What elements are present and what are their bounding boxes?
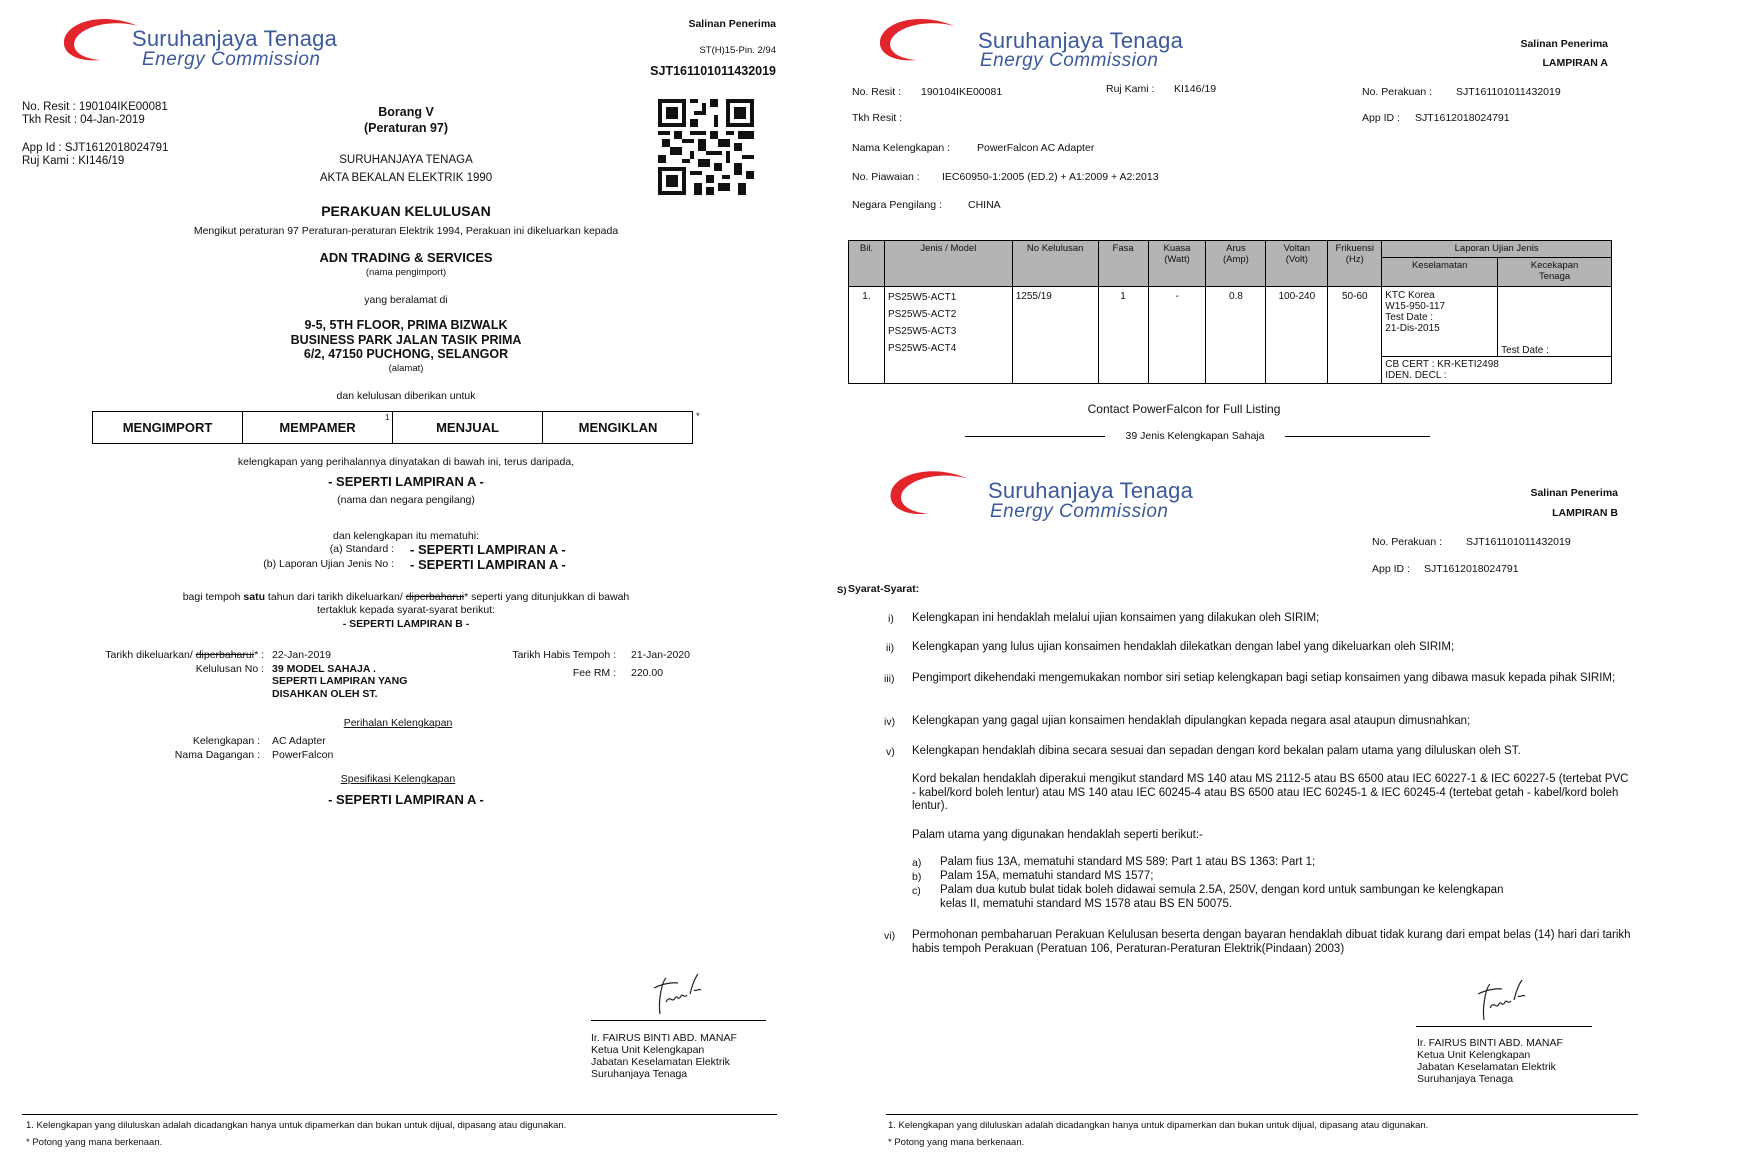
logo-swoosh-icon (886, 466, 970, 520)
power-l1: Kuasa (1163, 243, 1191, 254)
signature-icon (1472, 974, 1534, 1030)
plug-text: Palam fius 13A, mematuhi standard MS 589: Part 1 atau BS 1363: Part 1; (940, 856, 1316, 868)
receipt-number: No. Resit : 190104IKE00081 (22, 101, 168, 113)
standard-label: (a) Standard : (329, 543, 394, 555)
approval-line-1: 39 MODEL SAHAJA . (272, 663, 376, 675)
address-line-3: 6/2, 47150 PUCHONG, SELANGOR (303, 347, 509, 361)
signatory-title: Ketua Unit Kelengkapan (591, 1044, 705, 1056)
current-l1: Arus (1226, 243, 1246, 254)
plug-text: Palam 15A, mematuhi standard MS 1577; (940, 870, 1154, 882)
test-report-label: (b) Laporan Ujian Jenis No : (263, 558, 394, 570)
cell-frequency: 50-60 (1328, 287, 1382, 384)
form-title: Borang V (378, 105, 434, 119)
country-value: CHINA (968, 199, 1001, 211)
signatory-name: Ir. FAIRUS BINTI ABD. MANAF (591, 1032, 737, 1044)
model-item: PS25W5-ACT3 (887, 326, 957, 337)
model-item: PS25W5-ACT2 (887, 309, 957, 320)
validity-duration: satu (243, 591, 266, 603)
energy-commission-logo (876, 14, 1184, 74)
current-l2: (Amp) (1222, 254, 1249, 265)
table-row (849, 287, 1612, 357)
plug-intro: Palam utama yang digunakan hendaklah seperti berikut:- (912, 829, 1203, 841)
annex-label: LAMPIRAN B (1552, 507, 1618, 519)
approval-table (848, 240, 1612, 384)
receipt-date-label: Tkh Resit : (852, 112, 903, 124)
voltage-l1: Voltan (1283, 243, 1311, 254)
manufacturer-note: (nama dan negara pengilang) (337, 494, 475, 506)
column-header-current (1206, 241, 1266, 287)
agency-name: SURUHANJAYA TENAGA (339, 154, 473, 166)
issue-label-a: Tarikh dikeluarkan/ (105, 649, 196, 661)
compliance-intro: dan kelengkapan itu mematuhi: (333, 530, 479, 542)
copy-label: Salinan Penerima (1520, 38, 1608, 50)
act-name: AKTA BEKALAN ELEKTRIK 1990 (319, 172, 493, 184)
permit-advertise: MENGIKLAN (578, 420, 658, 435)
validity-condition: tertakluk kepada syarat-syarat berikut: (317, 604, 495, 616)
renewal-condition: Permohonan pembaharuan Perakuan Kelulusan beserta dengan bayaran hendaklah dibuat tidak kurang dari empat belas (14) hari dari tarikh habis tempoh Perakuan (Peratuan 106, Peraturan-Peraturan Elektrik(Pindaan) 2003) (912, 929, 1631, 955)
app-id-label: App ID : (1372, 563, 1410, 575)
column-header-frequency (1328, 241, 1382, 287)
receipt-date: Tkh Resit : 04-Jan-2019 (22, 114, 145, 126)
equipment-count-note: 39 Jenis Kelengkapan Sahaja (1125, 430, 1265, 442)
efficiency-l1: Kecekapan (1530, 260, 1579, 272)
app-id-value: SJT1612018024791 (1424, 563, 1519, 575)
efficiency-l2: Tenaga (1538, 271, 1571, 283)
frequency-l1: Frikuensi (1335, 243, 1375, 254)
address-line-2: BUSINESS PARK JALAN TASIK PRIMA (290, 333, 522, 347)
column-header-safety: Keselamatan (1382, 258, 1498, 287)
trade-name-value: PowerFalcon (272, 749, 334, 761)
reference-value: KI146/19 (1174, 83, 1217, 95)
approval-intro: dan kelulusan diberikan untuk (336, 390, 476, 402)
logo-name-en: Energy Commission (980, 50, 1159, 71)
validity-text-a: bagi tempoh (182, 591, 244, 603)
cell-efficiency: Test Date : (1498, 287, 1612, 357)
safety-line: W15-950-117 (1385, 301, 1446, 312)
safety-line: KTC Korea (1385, 290, 1435, 301)
fee-value: 220.00 (631, 667, 664, 679)
safety-line: Test Date : (1385, 312, 1434, 323)
trade-name-label: Nama Dagangan : (174, 749, 260, 761)
validity-period (56, 591, 756, 603)
specification-heading: Spesifikasi Kelengkapan (340, 773, 456, 785)
cell-models (884, 287, 1012, 384)
equipment-value: AC Adapter (272, 735, 326, 747)
iden-decl: IDEN. DECL : (1385, 370, 1447, 381)
cell-safety (1382, 287, 1498, 357)
app-id-value: SJT1612018024791 (1415, 112, 1510, 124)
equipment-description-heading: Perihalan Kelengkapan (343, 717, 453, 729)
address-intro: yang beralamat di (364, 294, 448, 306)
approval-number-label: Kelulusan No : (195, 663, 264, 675)
condition-text: Kelengkapan yang lulus ujian konsaimen hendaklah dilekatkan dengan label yang dikeluarkan oleh SIRIM; (912, 641, 1455, 653)
column-header-voltage (1266, 241, 1328, 287)
condition-number: ii) (886, 642, 895, 654)
reference-number: Ruj Kami : KI146/19 (22, 155, 125, 167)
column-header-no: Bil. (849, 241, 885, 287)
company-name: ADN TRADING & SERVICES (319, 250, 493, 265)
footnote-divider (886, 1114, 1638, 1115)
column-header-efficiency (1498, 258, 1612, 287)
logo-name-ms: Suruhanjaya Tenaga (978, 28, 1184, 53)
cell-current: 0.8 (1206, 287, 1266, 384)
cert-number-label: No. Perakuan : (1372, 536, 1443, 548)
energy-commission-logo (886, 466, 1206, 526)
count-rule-left (965, 436, 1105, 437)
permit-superscript: 1 (385, 413, 390, 422)
footnote-2: * Potong yang mana berkenaan. (26, 1137, 163, 1148)
footnote-divider (22, 1114, 777, 1115)
signatory-organisation: Suruhanjaya Tenaga (591, 1068, 688, 1080)
validity-text-c: tahun dari tarikh dikeluarkan/ (265, 591, 406, 603)
company-note: (nama pengimport) (365, 267, 447, 278)
column-header-model: Jenis / Model (884, 241, 1012, 287)
expiry-date-value: 21-Jan-2020 (631, 649, 690, 661)
table-header-row (849, 241, 1612, 258)
permit-exhibit: MEMPAMER (243, 412, 393, 443)
copy-label: Salinan Penerima (1530, 487, 1618, 499)
condition-number: i) (888, 613, 894, 625)
cell-approval: 1255/19 (1012, 287, 1098, 384)
plug-text: Palam dua kutub bulat tidak boleh didawai semula 2.5A, 250V, dengan kord untuk sambungan ke kelengkapan (940, 884, 1504, 896)
voltage-l2: (Volt) (1285, 254, 1308, 265)
equipment-name-label: Nama Kelengkapan : (852, 142, 951, 154)
logo-name-ms: Suruhanjaya Tenaga (988, 478, 1194, 503)
plug-number: a) (912, 857, 922, 869)
issuance-intro: Mengikut peraturan 97 Peraturan-peraturan Elektrik 1994, Perakuan ini dikeluarkan kepada (193, 225, 619, 237)
country-label: Negara Pengilang : (852, 199, 942, 211)
column-header-report: Laporan Ujian Jenis (1382, 241, 1612, 258)
permit-asterisk: * (696, 411, 700, 422)
column-header-phase: Fasa (1098, 241, 1148, 287)
energy-commission-logo (60, 14, 360, 74)
stray-mark: S) (837, 585, 847, 596)
cell-voltage: 100-240 (1266, 287, 1328, 384)
copy-label: Salinan Penerima (688, 18, 776, 30)
fee-label: Fee RM : (572, 667, 616, 679)
signature-line (591, 1020, 766, 1021)
condition-number: vi) (884, 930, 896, 942)
frequency-l2: (Hz) (1345, 254, 1364, 265)
issue-date-value: 22-Jan-2019 (272, 649, 331, 661)
condition-number: v) (886, 746, 895, 758)
reference-label: Ruj Kami : (1106, 83, 1155, 95)
issue-date-label (105, 649, 264, 661)
power-l2: (Watt) (1164, 254, 1190, 265)
condition-text: Pengimport dikehendaki mengemukakan nombor siri setiap kelengkapan bagi setiap konsaimen yang dibawa masuk kepada pihak SIRIM; (912, 672, 1616, 684)
validity-renewed: diperbaharui (405, 591, 465, 603)
signature-line (1416, 1026, 1592, 1027)
annex-b-reference: - SEPERTI LAMPIRAN B - (342, 618, 470, 630)
logo-swoosh-icon (60, 14, 140, 66)
address-note: (alamat) (388, 363, 424, 374)
expiry-date-label: Tarikh Habis Tempoh : (512, 649, 616, 661)
issue-label-b: diperbaharui (195, 649, 255, 661)
cell-cb-cert (1382, 357, 1612, 384)
plug-text-continuation: kelas II, mematuhi standard MS 1578 atau BS EN 50075. (940, 898, 1233, 910)
test-report-value: - SEPERTI LAMPIRAN A - (410, 557, 566, 572)
signatory-department: Jabatan Keselamatan Elektrik (1417, 1061, 1556, 1073)
model-item: PS25W5-ACT4 (887, 343, 957, 354)
standard-label: No. Piawaian : (852, 171, 920, 183)
logo-name-en: Energy Commission (142, 49, 321, 70)
permits-box (92, 411, 693, 444)
footnote-1: 1. Kelengkapan yang diluluskan adalah dicadangkan hanya untuk dipamerkan dan bukan untuk dijual, dipasang atau digunakan. (888, 1120, 1429, 1131)
condition-number: iv) (884, 716, 896, 728)
cert-number-label: No. Perakuan : (1362, 86, 1433, 98)
standard-value: IEC60950-1:2005 (ED.2) + A1:2009 + A2:2013 (942, 171, 1159, 183)
count-rule-right (1285, 436, 1430, 437)
address-line-1: 9-5, 5TH FLOOR, PRIMA BIZWALK (304, 318, 508, 332)
logo-name-ms: Suruhanjaya Tenaga (132, 26, 338, 51)
app-id-label: App ID : (1362, 112, 1400, 124)
permit-import: MENGIMPORT (93, 412, 243, 443)
condition-text: Kelengkapan hendaklah dibina secara sesuai dan sepadan dengan kord bekalan palam utama yang diluluskan oleh ST. (912, 745, 1521, 757)
signatory-title: Ketua Unit Kelengkapan (1417, 1049, 1531, 1061)
certificate-number: SJT161101011432019 (650, 64, 776, 78)
plug-number: b) (912, 871, 922, 883)
annex-label: LAMPIRAN A (1542, 57, 1608, 69)
signature-icon (648, 968, 710, 1024)
footnote-2: * Potong yang mana berkenaan. (888, 1137, 1025, 1148)
validity-text-e: * seperti yang ditunjukkan di bawah (464, 591, 630, 603)
equipment-intro: kelengkapan yang perihalannya dinyatakan di bawah ini, terus daripada, (237, 456, 575, 468)
cord-requirement: Kord bekalan hendaklah diperakui mengikut standard MS 140 atau MS 2112-5 atau BS 6500 atau IEC 60227-1 & IEC 60227-5 (tertebat PVC - kabel/kord boleh lentur) atau MS 140 atau IEC 60245-4 atau BS 6500 atau IEC 60245-1 & IEC 60245-4 (tertebat getah - kabel/kord boleh lentur). (912, 773, 1629, 812)
safety-line: 21-Dis-2015 (1385, 323, 1440, 334)
issue-label-c: * : (254, 649, 264, 661)
receipt-number-value: 190104IKE00081 (921, 86, 1003, 98)
specification-value: - SEPERTI LAMPIRAN A - (328, 792, 484, 807)
form-regulation: (Peraturan 97) (363, 121, 449, 135)
form-code: ST(H)15-Pin. 2/94 (699, 45, 776, 56)
standard-value: - SEPERTI LAMPIRAN A - (410, 542, 566, 557)
signatory-name: Ir. FAIRUS BINTI ABD. MANAF (1417, 1037, 1563, 1049)
contact-note: Contact PowerFalcon for Full Listing (1087, 402, 1281, 416)
plug-number: c) (912, 885, 921, 897)
condition-number: iii) (884, 673, 895, 685)
signatory-department: Jabatan Keselamatan Elektrik (591, 1056, 730, 1068)
cell-no: 1. (849, 287, 885, 384)
signatory-organisation: Suruhanjaya Tenaga (1417, 1073, 1514, 1085)
permit-sell: MENJUAL (393, 412, 543, 443)
cert-number-value: SJT161101011432019 (1456, 86, 1561, 98)
app-id: App Id : SJT1612018024791 (22, 142, 169, 154)
approval-line-2: SEPERTI LAMPIRAN YANG (272, 675, 408, 687)
annex-a-reference: - SEPERTI LAMPIRAN A - (328, 474, 484, 489)
receipt-number-label: No. Resit : (852, 86, 902, 98)
column-header-power (1148, 241, 1206, 287)
model-item: PS25W5-ACT1 (887, 292, 957, 303)
equipment-name-value: PowerFalcon AC Adapter (977, 142, 1095, 154)
column-header-approval: No Kelulusan (1012, 241, 1098, 287)
condition-text: Kelengkapan yang gagal ujian konsaimen hendaklah dipulangkan kepada negara asal ataupun dimusnahkan; (912, 715, 1471, 727)
cert-number-value: SJT161101011432019 (1466, 536, 1571, 548)
conditions-heading: Syarat-Syarat: (848, 583, 920, 595)
page-title: PERAKUAN KELULUSAN (321, 203, 491, 219)
cb-cert: CB CERT : KR-KETI2498 (1385, 359, 1499, 370)
condition-text: Kelengkapan ini hendaklah melalui ujian konsaimen yang dilakukan oleh SIRIM; (912, 612, 1320, 624)
qr-code (658, 99, 754, 195)
logo-swoosh-icon (876, 14, 956, 66)
cell-phase: 1 (1098, 287, 1148, 384)
cell-power: - (1148, 287, 1206, 384)
approval-line-3: DISAHKAN OLEH ST. (272, 688, 378, 700)
logo-name-en: Energy Commission (990, 501, 1169, 522)
footnote-1: 1. Kelengkapan yang diluluskan adalah dicadangkan hanya untuk dipamerkan dan bukan untuk dijual, dipasang atau digunakan. (26, 1120, 567, 1131)
equipment-label: Kelengkapan : (192, 735, 260, 747)
